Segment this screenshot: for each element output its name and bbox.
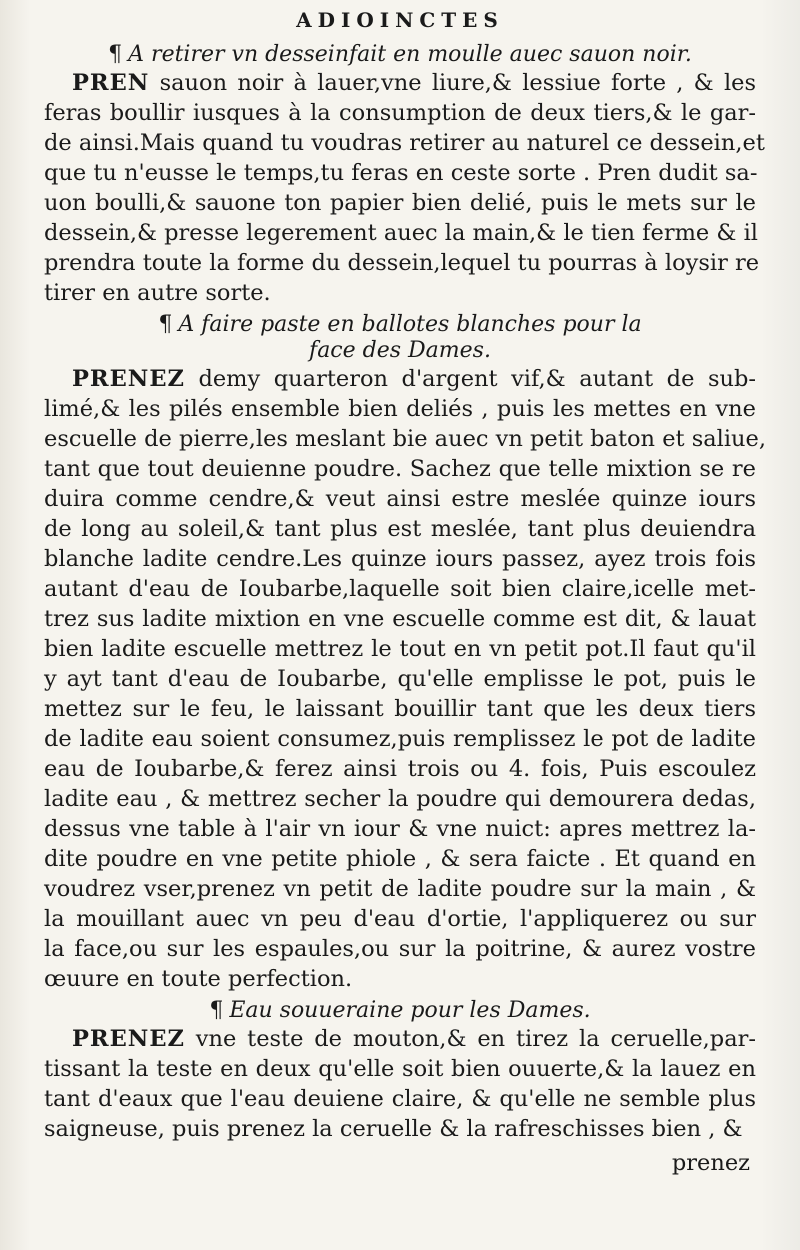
text-line xyxy=(44,964,756,994)
line-text: de long au soleil,& tant plus est meslée, tant plus deuiendra xyxy=(44,516,756,542)
line-text: escuelle de pierre,les meslant bie auec vn petit baton et saliue, xyxy=(44,426,767,452)
text-line xyxy=(44,814,756,844)
line-text: duira comme cendre,& veut ainsi estre meslée quinze iours xyxy=(44,486,756,512)
text-line xyxy=(44,514,756,544)
text-line xyxy=(44,1024,756,1054)
line-text: uon boulli,& sauone ton papier bien delié, puis le mets sur le xyxy=(44,190,756,216)
text-line xyxy=(44,844,756,874)
text-line xyxy=(44,934,756,964)
line-text: la mouillant auec vn peu d'eau d'ortie, l'appliquerez ou sur xyxy=(44,906,756,932)
line-text: eau de Ioubarbe,& ferez ainsi trois ou 4. fois, Puis escoulez xyxy=(44,756,756,782)
text-line xyxy=(44,424,767,454)
line-text: voudrez vser,prenez vn petit de ladite poudre sur la main , & xyxy=(44,876,756,902)
text-line xyxy=(44,1114,756,1144)
catchword: prenez xyxy=(671,1150,750,1176)
line-text: limé,& les pilés ensemble bien deliés , puis les mettes en vne xyxy=(44,396,756,422)
text-line xyxy=(44,1084,756,1114)
line-text: de ladite eau soient consumez,puis remplissez le pot de ladite xyxy=(44,726,756,752)
text-line xyxy=(44,874,756,904)
line-text: que tu n'eusse le temps,tu feras en ceste sorte . Pren dudit sa- xyxy=(44,160,758,186)
line-text: dessein,& presse legerement auec la main,& le tien ferme & il xyxy=(44,220,758,246)
line-text: de ainsi.Mais quand tu voudras retirer au naturel ce dessein,et xyxy=(44,130,765,156)
text-line xyxy=(44,694,756,724)
text-line xyxy=(44,158,756,188)
heading-text: A faire paste en ballotes blanches pour la xyxy=(178,312,642,337)
text-line xyxy=(44,394,756,424)
section-heading xyxy=(44,42,756,68)
line-text: feras boullir iusques à la consumption de deux tiers,& le gar- xyxy=(44,100,756,126)
text-line xyxy=(44,364,756,394)
text-line xyxy=(44,754,756,784)
text-line xyxy=(44,664,756,694)
opening-word: PREN xyxy=(72,70,150,96)
text-line xyxy=(44,98,756,128)
text-line xyxy=(44,544,756,574)
pilcrow-mark: ¶ xyxy=(108,42,123,67)
text-line xyxy=(44,454,756,484)
line-text: blanche ladite cendre.Les quinze iours passez, ayez trois fois xyxy=(44,546,756,572)
section-heading xyxy=(44,312,756,338)
line-text: la face,ou sur les espaules,ou sur la poitrine, & aurez vostre xyxy=(44,936,756,962)
opening-word: PRENEZ xyxy=(72,1026,185,1052)
line-text: autant d'eau de Ioubarbe,laquelle soit bien claire,icelle met- xyxy=(44,576,756,602)
heading-text: Eau souueraine pour les Dames. xyxy=(229,998,591,1023)
line-text: sauon noir à lauer,vne liure,& lessiue forte , & les xyxy=(149,70,756,96)
line-text: mettez sur le feu, le laissant bouillir tant que les deux tiers xyxy=(44,696,756,722)
text-line xyxy=(44,278,756,308)
text-line xyxy=(44,68,756,98)
section-heading xyxy=(44,338,756,364)
opening-word: PRENEZ xyxy=(72,366,185,392)
line-text: trez sus ladite mixtion en vne escuelle comme est dit, & lauat xyxy=(44,606,756,632)
line-text: tant d'eaux que l'eau deuiene claire, & qu'elle ne semble plus xyxy=(44,1086,756,1112)
page-body xyxy=(44,42,767,1144)
heading-text: face des Dames. xyxy=(309,338,491,363)
recipe-section xyxy=(44,42,765,308)
section-heading xyxy=(44,998,756,1024)
text-line xyxy=(44,634,756,664)
text-line xyxy=(44,248,760,278)
text-line xyxy=(44,128,765,158)
text-line xyxy=(44,784,756,814)
text-line xyxy=(44,904,756,934)
line-text: demy quarteron d'argent vif,& autant de sub- xyxy=(184,366,756,392)
heading-text: A retirer vn desseinfait en moulle auec sauon noir. xyxy=(128,42,692,67)
line-text: bien ladite escuelle mettrez le tout en vn petit pot.Il faut qu'il xyxy=(44,636,756,662)
line-text: prendra toute la forme du dessein,lequel tu pourras à loysir re xyxy=(44,250,760,276)
line-text: tirer en autre sorte. xyxy=(44,280,271,306)
text-line xyxy=(44,574,756,604)
line-text: y ayt tant d'eau de Ioubarbe, qu'elle emplisse le pot, puis le xyxy=(44,666,756,692)
line-text: œuure en toute perfection. xyxy=(44,966,353,992)
line-text: tissant la teste en deux qu'elle soit bien ouuerte,& la lauez en xyxy=(44,1056,756,1082)
text-line xyxy=(44,218,756,248)
text-line xyxy=(44,724,756,754)
recipe-section xyxy=(44,998,756,1144)
line-text: ladite eau , & mettrez secher la poudre qui demourera dedas, xyxy=(44,786,756,812)
pilcrow-mark: ¶ xyxy=(158,312,173,337)
text-line xyxy=(44,604,756,634)
line-text: dite poudre en vne petite phiole , & sera faicte . Et quand en xyxy=(44,846,756,872)
line-text: saigneuse, puis prenez la ceruelle & la rafreschisses bien , & xyxy=(44,1116,743,1142)
text-line xyxy=(44,188,756,218)
running-head: ADIOINCTES xyxy=(296,8,504,32)
line-text: vne teste de mouton,& en tirez la ceruelle,par- xyxy=(184,1026,756,1052)
line-text: dessus vne table à l'air vn iour & vne nuict: apres mettrez la- xyxy=(44,816,756,842)
recipe-section xyxy=(44,312,767,994)
text-line xyxy=(44,484,756,514)
pilcrow-mark: ¶ xyxy=(209,998,224,1023)
text-line xyxy=(44,1054,756,1084)
line-text: tant que tout deuienne poudre. Sachez que telle mixtion se re xyxy=(44,456,756,482)
